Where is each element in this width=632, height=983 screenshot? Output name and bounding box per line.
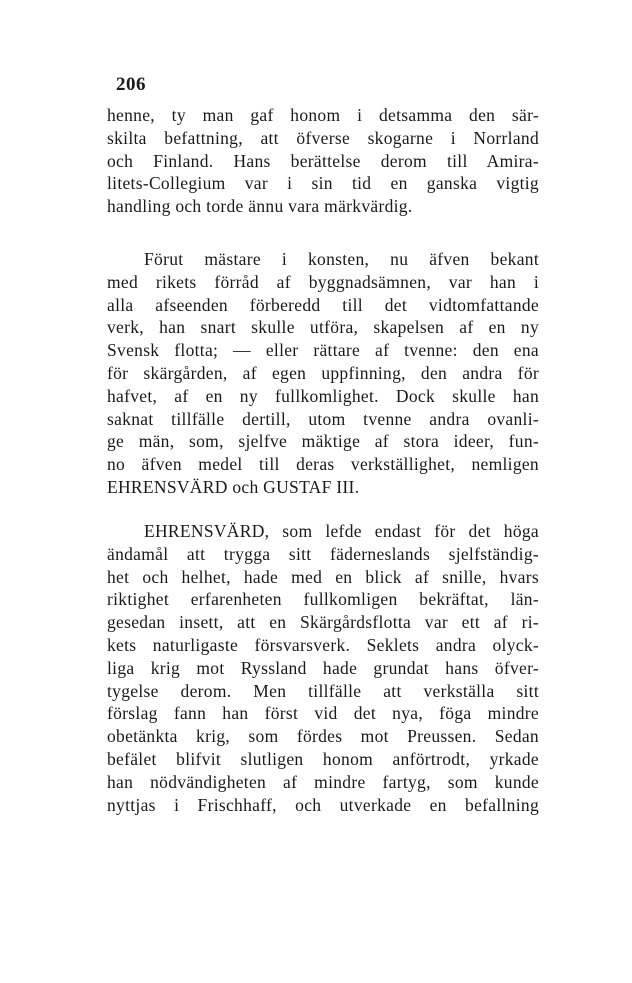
text-line: henne, ty man gaf honom i detsamma den sär-	[107, 105, 539, 125]
text-line: tygelse derom. Men tillfälle att verkställa sitt	[107, 680, 539, 701]
text-line: han nödvändigheten af mindre fartyg, som kunde	[107, 771, 539, 792]
text-line: obetänkta krig, som fördes mot Preussen. Sedan	[107, 726, 539, 747]
text-line: Svensk flotta; — eller rättare af tvenne: den ena	[107, 340, 539, 361]
text-line: och Finland. Hans berättelse derom till Amira-	[107, 150, 539, 171]
text-line: förslag fann han först vid det nya, föga mindre	[107, 703, 539, 724]
text-line: kets naturligaste försvarsverk. Seklets andra olyck-	[107, 634, 539, 655]
paragraph-ehrensvard	[107, 520, 539, 816]
text-line: för skärgården, af egen uppfinning, den andra för	[107, 362, 539, 383]
text-line: verk, han snart skulle utföra, skapelsen af en ny	[107, 317, 539, 338]
text-line: EHRENSVÄRD och GUSTAF III.	[107, 476, 360, 497]
text-line: Förut mästare i konsten, nu äfven bekant	[144, 249, 539, 269]
text-line: alla afseenden förberedd till det vidtomfattande	[107, 294, 539, 315]
text-line: no äfven medel till deras verkställighet, nemligen	[107, 454, 539, 475]
text-line: riktighet erfarenheten fullkomligen bekräftat, län-	[107, 589, 539, 610]
text-line: het och helhet, hade med en blick af snille, hvars	[107, 566, 539, 587]
text-line: med rikets förråd af byggnadsämnen, var han i	[107, 271, 539, 292]
paragraph-continuation	[107, 104, 539, 218]
text-line: gesedan insett, att en Skärgårdsflotta var ett af ri-	[107, 612, 539, 633]
text-line: skilta befattning, att öfverse skogarne i Norrland	[107, 127, 539, 148]
text-line: hafvet, af en ny fullkomlighet. Dock skulle han	[107, 385, 539, 406]
text-line: handling och torde ännu vara märkvärdig.	[107, 196, 413, 217]
paragraph-forut	[107, 248, 539, 499]
text-line: liga krig mot Ryssland hade grundat hans öfver-	[107, 657, 539, 678]
text-line: EHRENSVÄRD, som lefde endast för det höga	[144, 521, 539, 541]
text-line: saknat tillfälle dertill, utom tvenne andra ovanli-	[107, 408, 539, 429]
text-line: nyttjas i Frischhaff, och utverkade en befallning	[107, 794, 539, 815]
text-line: befälet blifvit slutligen honom anförtrodt, yrkade	[107, 748, 539, 769]
text-line: litets-Collegium var i sin tid en ganska vigtig	[107, 173, 539, 194]
text-line: ge män, som, sjelfve mäktige af stora ideer, fun-	[107, 431, 539, 452]
text-line: ändamål att trygga sitt fäderneslands sjelfständig-	[107, 543, 539, 564]
page-number: 206	[116, 74, 146, 95]
